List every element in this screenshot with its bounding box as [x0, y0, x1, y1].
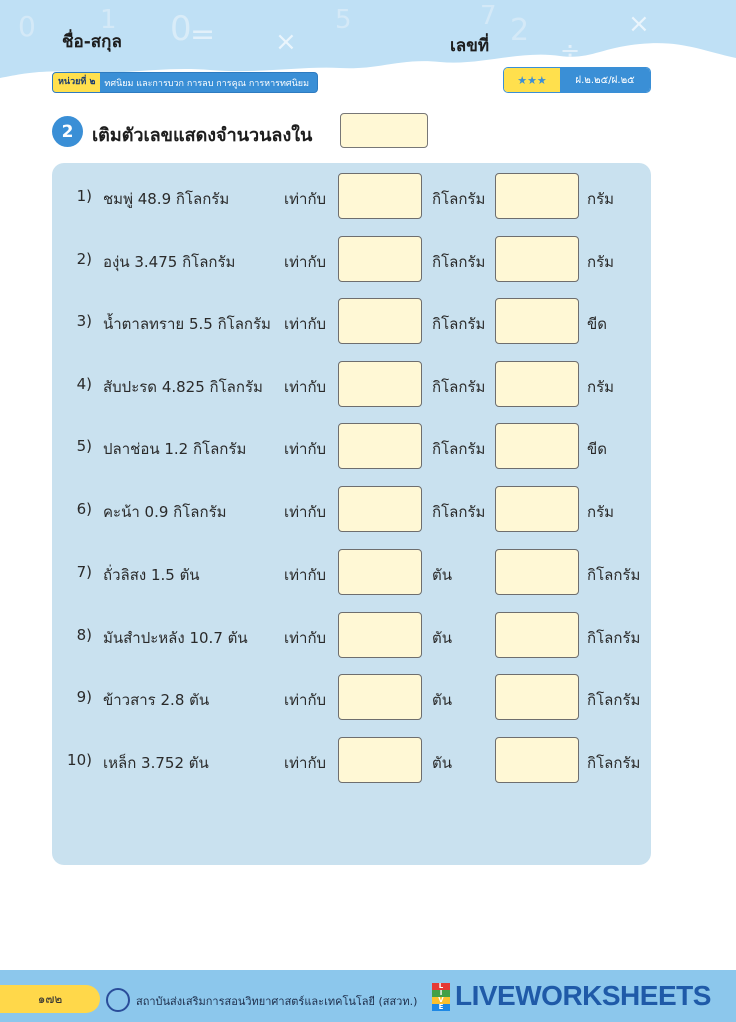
- exercise-row: [0, 173, 736, 219]
- difficulty-stars-icon: ★★★: [504, 68, 560, 92]
- unit-second-label: กรัม: [587, 503, 615, 521]
- unit-second-label: กิโลกรัม: [587, 754, 641, 772]
- unit-first-label: กิโลกรัม: [432, 440, 486, 458]
- svg-text:÷: ÷: [560, 36, 581, 64]
- unit-first-label: กิโลกรัม: [432, 253, 486, 271]
- unit-second-label: กิโลกรัม: [587, 566, 641, 584]
- equals-label: เท่ากับ: [284, 566, 327, 584]
- question-number: 2: [52, 116, 83, 147]
- answer-box-first[interactable]: [338, 674, 422, 720]
- unit-first-label: กิโลกรัม: [432, 315, 486, 333]
- answer-box-first[interactable]: [338, 737, 422, 783]
- exercise-row: [0, 612, 736, 658]
- unit-second-label: ขีด: [587, 315, 607, 333]
- equals-label: เท่ากับ: [284, 253, 327, 271]
- answer-box-second[interactable]: [495, 423, 579, 469]
- exercise-row: [0, 549, 736, 595]
- row-index: 7): [76, 563, 92, 581]
- example-answer-box: [340, 113, 428, 148]
- row-index: 3): [76, 312, 92, 330]
- answer-box-second[interactable]: [495, 173, 579, 219]
- svg-text:0: 0: [170, 9, 192, 49]
- row-index: 8): [76, 626, 92, 644]
- level-tag: [503, 67, 651, 93]
- svg-text:0: 0: [18, 10, 36, 43]
- badge-letter: L: [432, 983, 450, 990]
- student-number-label: เลขที่: [450, 36, 490, 56]
- svg-text:5: 5: [335, 5, 352, 35]
- answer-box-second[interactable]: [495, 737, 579, 783]
- equals-label: เท่ากับ: [284, 754, 327, 772]
- answer-box-second[interactable]: [495, 674, 579, 720]
- name-label: ชื่อ-สกุล: [62, 32, 122, 52]
- exercise-row: [0, 361, 736, 407]
- answer-box-first[interactable]: [338, 298, 422, 344]
- equals-label: เท่ากับ: [284, 503, 327, 521]
- unit-first-label: ตัน: [432, 629, 452, 647]
- equals-label: เท่ากับ: [284, 378, 327, 396]
- answer-box-first[interactable]: [338, 612, 422, 658]
- row-item: ชมพู่ 48.9 กิโลกรัม: [103, 190, 230, 208]
- row-item: ข้าวสาร 2.8 ตัน: [103, 691, 210, 709]
- row-item: สับปะรด 4.825 กิโลกรัม: [103, 378, 263, 396]
- unit-first-label: กิโลกรัม: [432, 378, 486, 396]
- row-index: 5): [76, 437, 92, 455]
- svg-text:2: 2: [510, 13, 530, 48]
- unit-second-label: กรัม: [587, 190, 615, 208]
- svg-text:1: 1: [100, 5, 117, 35]
- unit-first-label: ตัน: [432, 566, 452, 584]
- question-title: เติมตัวเลขแสดงจำนวนลงใน: [92, 125, 313, 146]
- row-item: องุ่น 3.475 กิโลกรัม: [103, 253, 236, 271]
- equals-label: เท่ากับ: [284, 691, 327, 709]
- unit-number: หน่วยที่ ๒: [53, 73, 100, 92]
- unit-first-label: ตัน: [432, 691, 452, 709]
- header-background: [0, 0, 736, 110]
- equals-label: เท่ากับ: [284, 315, 327, 333]
- answer-box-first[interactable]: [338, 173, 422, 219]
- liveworksheets-badge-icon: [432, 983, 450, 1011]
- answer-box-first[interactable]: [338, 361, 422, 407]
- unit-first-label: ตัน: [432, 754, 452, 772]
- answer-box-first[interactable]: [338, 486, 422, 532]
- exercise-row: [0, 423, 736, 469]
- equals-label: เท่ากับ: [284, 440, 327, 458]
- row-index: 9): [76, 688, 92, 706]
- badge-letter: I: [432, 990, 450, 997]
- row-item: ถั่วลิสง 1.5 ตัน: [103, 566, 200, 584]
- equals-label: เท่ากับ: [284, 629, 327, 647]
- exercise-row: [0, 674, 736, 720]
- badge-letter: V: [432, 997, 450, 1004]
- exercise-row: [0, 737, 736, 783]
- answer-box-first[interactable]: [338, 549, 422, 595]
- exercise-row: [0, 486, 736, 532]
- unit-second-label: กรัม: [587, 378, 615, 396]
- answer-box-second[interactable]: [495, 361, 579, 407]
- unit-tag: [52, 72, 318, 93]
- answer-box-first[interactable]: [338, 423, 422, 469]
- unit-title: ทศนิยม และการบวก การลบ การคูณ การหารทศนิยม: [104, 78, 310, 89]
- row-item: น้ำตาลทราย 5.5 กิโลกรัม: [103, 315, 271, 333]
- unit-first-label: กิโลกรัม: [432, 190, 486, 208]
- answer-box-second[interactable]: [495, 612, 579, 658]
- answer-box-second[interactable]: [495, 298, 579, 344]
- answer-box-second[interactable]: [495, 236, 579, 282]
- unit-second-label: ขีด: [587, 440, 607, 458]
- unit-first-label: กิโลกรัม: [432, 503, 486, 521]
- answer-box-second[interactable]: [495, 486, 579, 532]
- watermark-text: LIVEWORKSHEETS: [455, 980, 711, 1011]
- svg-text:=: =: [190, 17, 216, 52]
- grade-code: ฝ.๒.๒๕/ฝ.๒๕: [560, 68, 650, 92]
- row-index: 6): [76, 500, 92, 518]
- exercise-row: [0, 298, 736, 344]
- institution-name: สถาบันส่งเสริมการสอนวิทยาศาสตร์และเทคโนโลยี (สสวท.): [136, 995, 418, 1008]
- answer-box-first[interactable]: [338, 236, 422, 282]
- row-index: 2): [76, 250, 92, 268]
- footer: [0, 970, 736, 1022]
- row-index: 1): [76, 187, 92, 205]
- page-number: ๑๗๒: [0, 985, 100, 1013]
- svg-text:×: ×: [628, 9, 650, 39]
- row-item: มันสำปะหลัง 10.7 ตัน: [103, 629, 248, 647]
- row-item: เหล็ก 3.752 ตัน: [103, 754, 209, 772]
- row-item: คะน้า 0.9 กิโลกรัม: [103, 503, 227, 521]
- exercise-row: [0, 236, 736, 282]
- answer-box-second[interactable]: [495, 549, 579, 595]
- row-item: ปลาช่อน 1.2 กิโลกรัม: [103, 440, 247, 458]
- row-index: 10): [67, 751, 92, 769]
- unit-second-label: กรัม: [587, 253, 615, 271]
- badge-letter: E: [432, 1004, 450, 1011]
- unit-second-label: กิโลกรัม: [587, 629, 641, 647]
- unit-second-label: กิโลกรัม: [587, 691, 641, 709]
- svg-text:7: 7: [480, 1, 497, 31]
- institution-logo-icon: [106, 988, 130, 1012]
- svg-text:×: ×: [275, 27, 297, 57]
- equals-label: เท่ากับ: [284, 190, 327, 208]
- row-index: 4): [76, 375, 92, 393]
